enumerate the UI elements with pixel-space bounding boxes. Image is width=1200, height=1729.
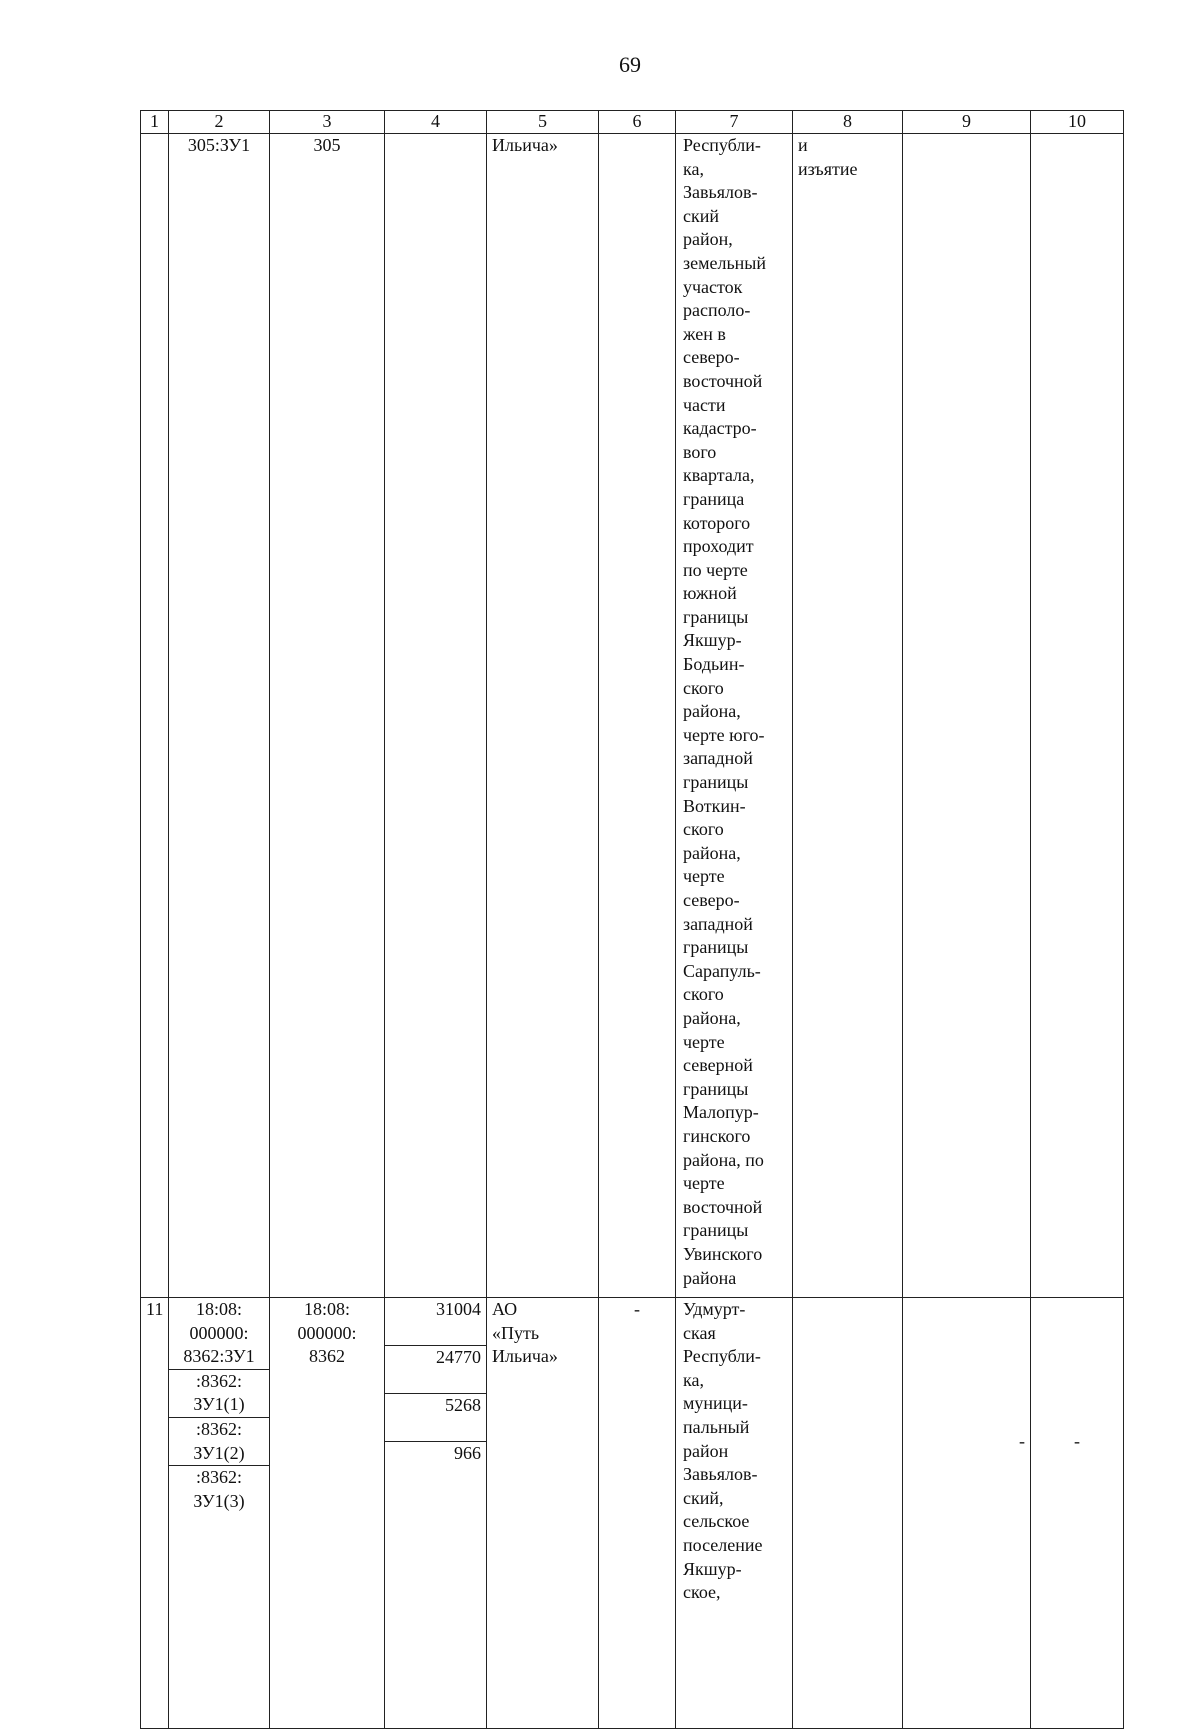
cell-num [141, 134, 169, 1298]
cell-col6 [599, 134, 676, 1298]
table-row [141, 134, 1124, 1298]
col-header: 5 [487, 111, 599, 134]
cell-location: Удмурт- ская Республи- ка, муници- пальный район Завьялов- ский, сельское поселение Якшур- ское, [676, 1298, 793, 1729]
table-row [141, 1298, 1124, 1729]
col-header: 8 [793, 111, 903, 134]
cell-area [385, 1298, 487, 1729]
cell-num: 11 [141, 1298, 169, 1729]
cell-parent-parcel: 18:08: 000000: 8362 [270, 1298, 385, 1729]
header-row [141, 111, 1124, 134]
area-sub: 5268 [385, 1393, 486, 1441]
col-header: 9 [903, 111, 1031, 134]
cell-col9 [903, 134, 1031, 1298]
cell-owner: Ильича» [487, 134, 599, 1298]
cell-parent-parcel: 305 [270, 134, 385, 1298]
col-header: 1 [141, 111, 169, 134]
cadastral-sub: :8362: ЗУ1(2) [169, 1417, 269, 1465]
col-header: 10 [1031, 111, 1124, 134]
cell-purpose [793, 1298, 903, 1729]
col-header: 6 [599, 111, 676, 134]
cell-col6: - [599, 1298, 676, 1729]
cell-col10: - [1031, 1298, 1124, 1729]
cadastral-sub: :8362: ЗУ1(3) [169, 1465, 269, 1513]
data-table [140, 110, 1124, 1729]
cell-cadastral-number [169, 1298, 270, 1729]
cell-col9: - [903, 1298, 1031, 1729]
page-number: 69 [619, 52, 641, 77]
cadastral-sub: :8362: ЗУ1(1) [169, 1369, 269, 1417]
area-main: 31004 [436, 1299, 481, 1319]
cell-location: Республи- ка, Завьялов- ский район, земельный участок располо- жен в северо- восточной части кадастро- вого квартала, граница которого проходит по черте южной границы Якшур- Бодьин- ского района, черте юго- западной границы Воткин- ского района, черте северо- западной границы Сарапуль- ского района, черте северной границы Малопур- гинского района, по черте восточной границы Увинского района [676, 134, 793, 1298]
col-header: 3 [270, 111, 385, 134]
cadastral-main: 18:08: 000000: 8362:ЗУ1 [183, 1299, 255, 1367]
area-sub: 966 [385, 1441, 486, 1466]
col-header: 2 [169, 111, 270, 134]
cell-purpose: и изъятие [793, 134, 903, 1298]
col-header: 7 [676, 111, 793, 134]
cell-col10 [1031, 134, 1124, 1298]
cell-cadastral-number: 305:ЗУ1 [169, 134, 270, 1298]
cell-area [385, 134, 487, 1298]
cell-owner: АО «Путь Ильича» [487, 1298, 599, 1729]
area-sub: 24770 [385, 1345, 486, 1393]
col-header: 4 [385, 111, 487, 134]
